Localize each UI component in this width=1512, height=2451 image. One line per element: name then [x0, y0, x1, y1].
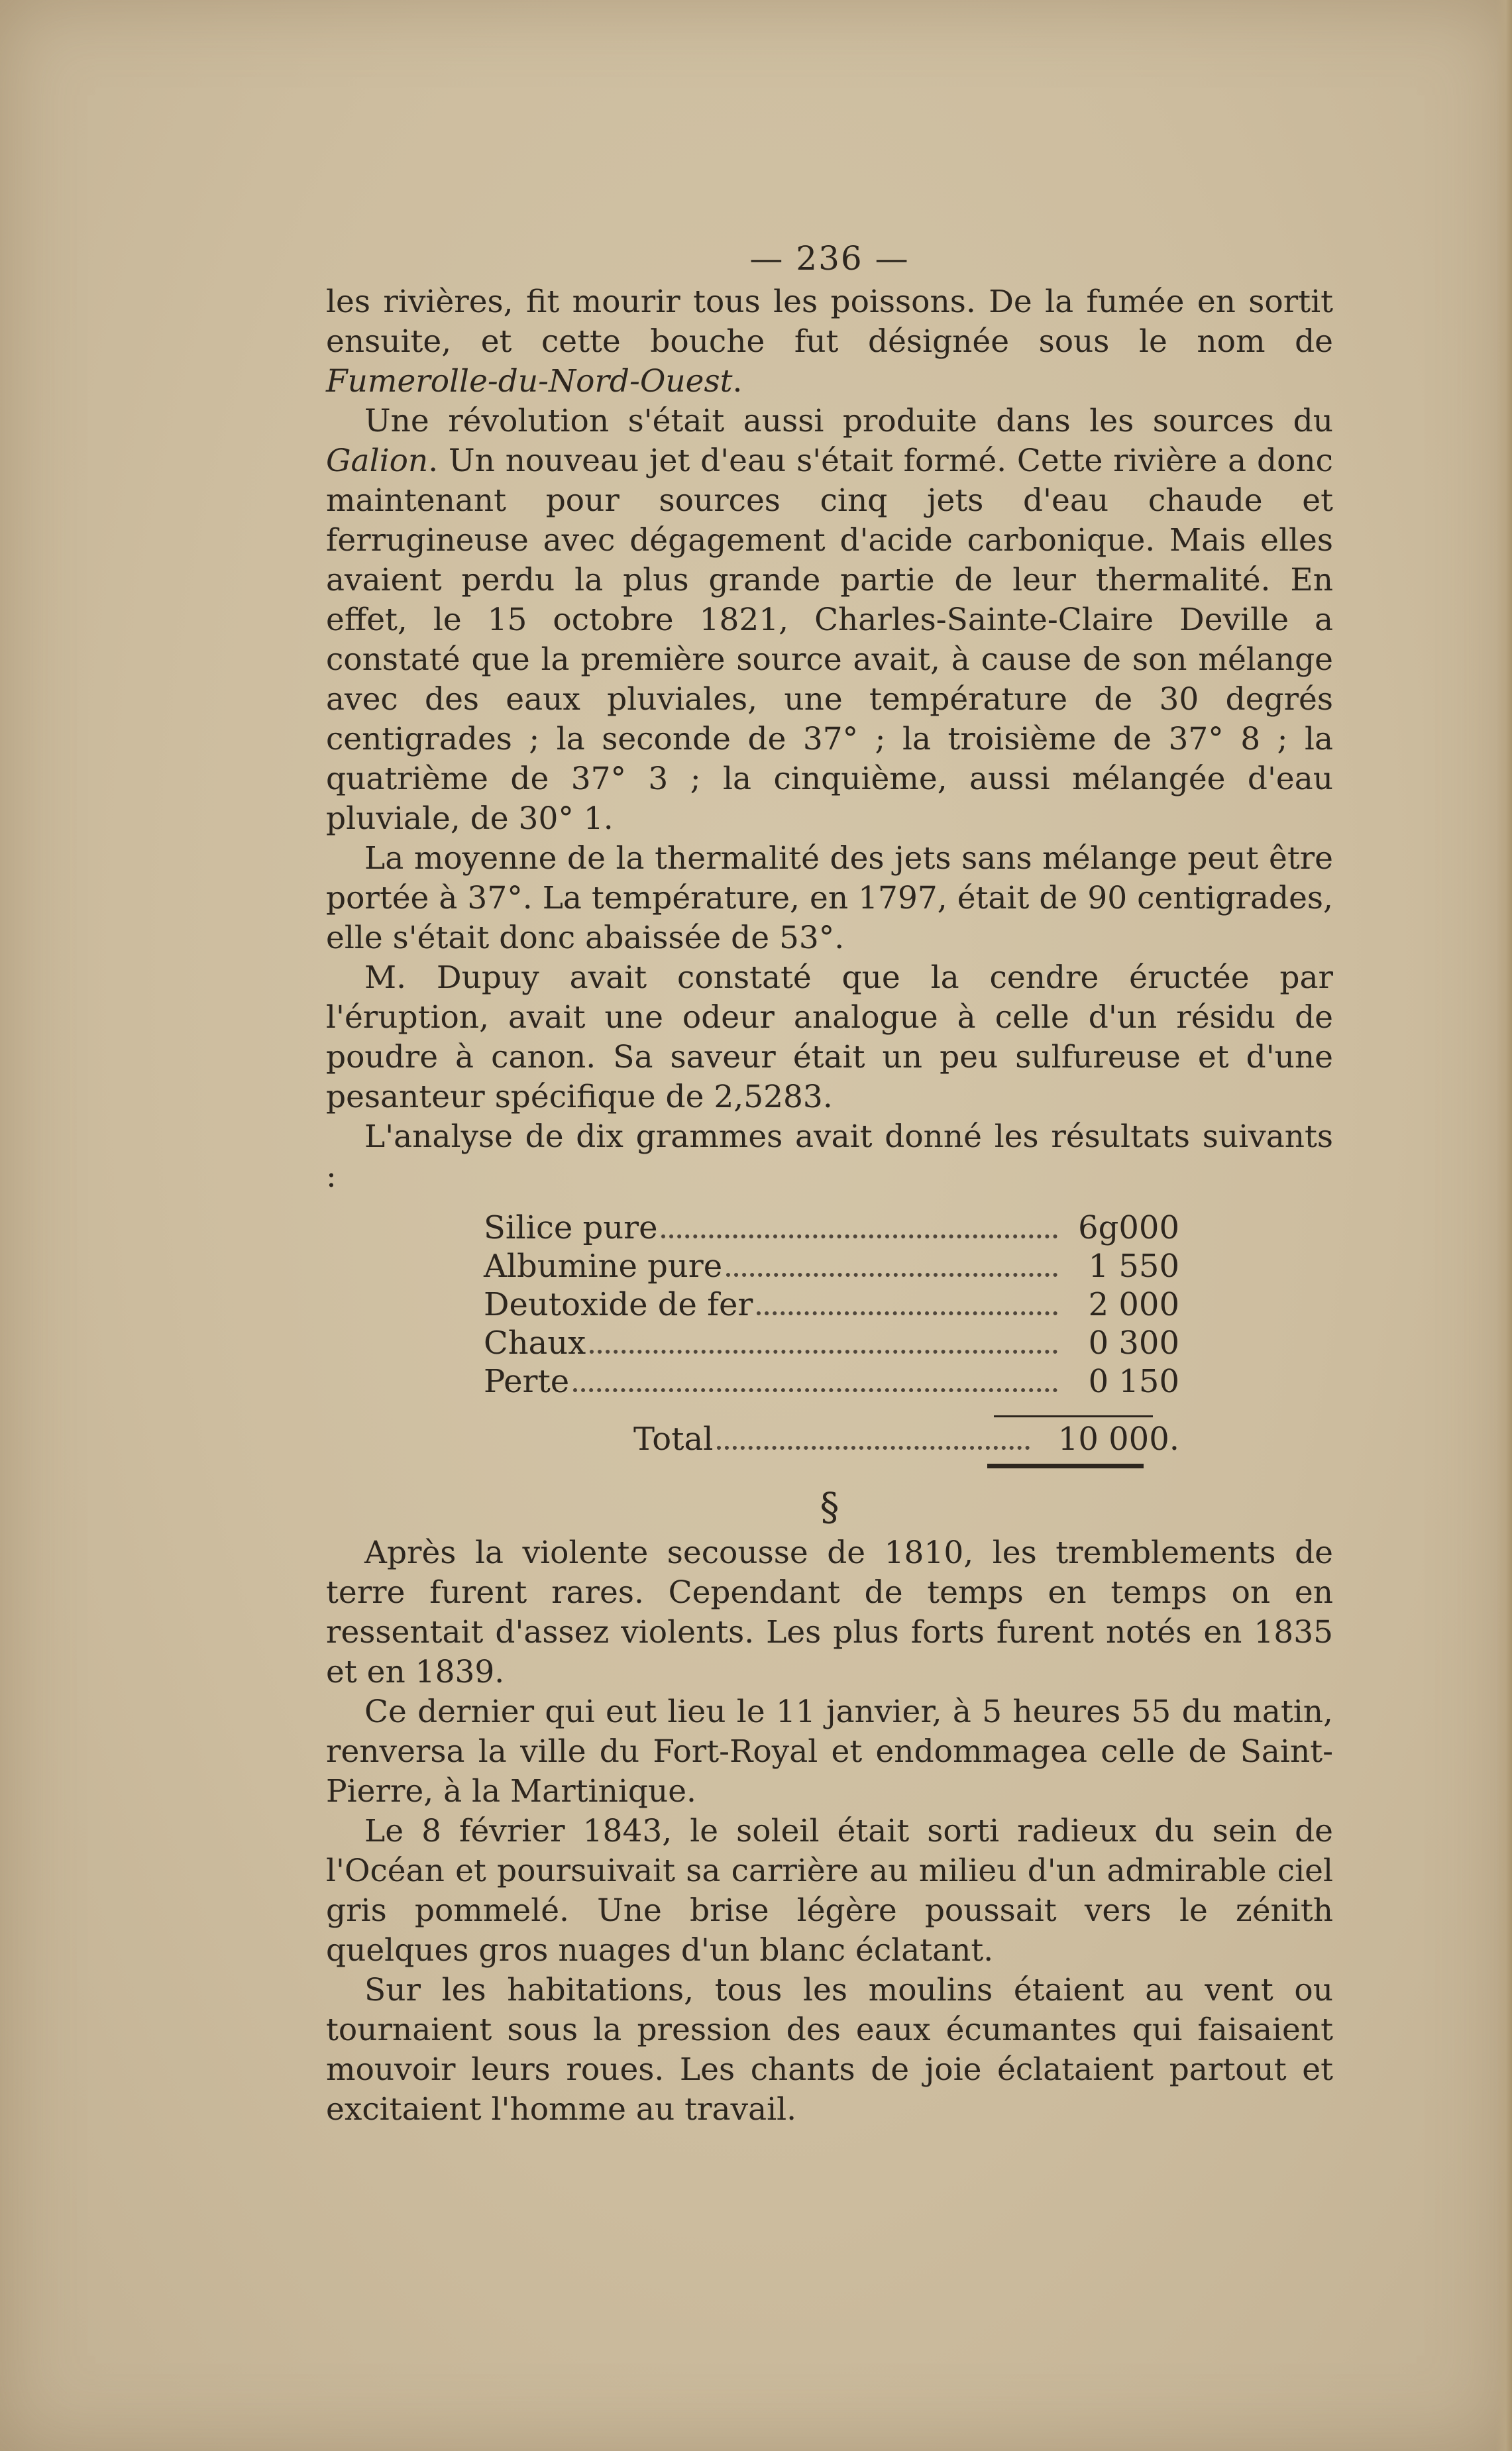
paragraph-1-end: . — [732, 363, 743, 400]
page-text — [326, 239, 1333, 2130]
section-mark: § — [820, 1484, 839, 1529]
dot-leader — [590, 1350, 1057, 1354]
dot-leader — [726, 1273, 1057, 1277]
analysis-row — [484, 1209, 1179, 1247]
paragraph-3 — [326, 839, 1333, 958]
analysis-row-name: Silice pure — [484, 1209, 658, 1246]
end-rule — [987, 1464, 1144, 1468]
analysis-row — [484, 1285, 1179, 1324]
analysis-row-value: 2 000 — [1088, 1286, 1179, 1323]
total-rule — [994, 1415, 1153, 1417]
dot-leader — [573, 1388, 1057, 1392]
analysis-total-value: 10 000. — [1057, 1421, 1179, 1458]
analysis-row-name: Chaux — [484, 1325, 586, 1362]
paragraph-9: Sur les habitations, tous les moulins étaient au vent ou tournaient sous la pression des eaux écumantes qui faisaient mouvoir leurs roues. Les chants de joie éclataient partout et excitaient l'homme au travail. — [326, 1972, 1333, 2128]
paragraph-1-text: les rivières, fit mourir tous les poissons. De la fumée en sortit ensuite, et cette bouche fut désignée sous le nom de — [326, 284, 1333, 360]
dot-leader — [717, 1446, 1030, 1450]
analysis-row-value: 0 150 — [1088, 1363, 1179, 1400]
paragraph-1-italic: Fumerolle-du-Nord-Ouest — [326, 363, 733, 400]
paragraph-5 — [326, 1117, 1333, 1197]
paragraph-2-end: . Un nouveau jet d'eau s'était formé. Cette rivière a donc maintenant pour sources cinq jets d'eau chaude et ferrugineuse avec dégagement d'acide carbonique. Mais elles avaient perdu la plus grande partie de leur thermalité. En effet, le 15 octobre 1821, Charles-Sainte-Claire Deville a constaté que la première source avait, à cause de son mélange avec des eaux pluviales, une température de 30 degrés centigrades ; la seconde de 37° ; la troisième de 37° 8 ; la quatrième de 37° 3 ; la cinquième, aussi mélangée d'eau pluviale, de 30° 1. — [326, 443, 1333, 837]
paragraph-4 — [326, 958, 1333, 1117]
analysis-row — [484, 1362, 1179, 1401]
paragraph-2-text: Une révolution s'était aussi produite dans les sources du — [364, 403, 1333, 439]
analysis-row-name: Albumine pure — [484, 1248, 723, 1285]
paragraph-6: Après la violente secousse de 1810, les tremblements de terre furent rares. Cependant de temps en temps on en ressentait d'assez violents. Les plus forts furent notés en 1835 et en 1839. — [326, 1535, 1333, 1690]
paragraph-5-text: L'analyse de dix grammes avait donné les résultats suivants : — [326, 1118, 1333, 1195]
paragraph-3-text: La moyenne de la thermalité des jets sans mélange peut être portée à 37°. La température, en 1797, était de 90 centigrades, elle s'était donc abaissée de 53°. — [326, 840, 1333, 956]
analysis-row-value: 1 550 — [1088, 1248, 1179, 1285]
analysis-row-value: 0 300 — [1088, 1325, 1179, 1362]
dot-leader — [661, 1234, 1057, 1238]
paragraph-8: Le 8 février 1843, le soleil était sorti radieux du sein de l'Océan et poursuivait sa carrière au milieu d'un admirable ciel gris pommelé. Une brise légère poussait vers le zénith quelques gros nuages d'un blanc éclatant. — [326, 1813, 1333, 1969]
analysis-total-name: Total — [633, 1421, 714, 1458]
paragraph-1 — [326, 282, 1333, 402]
analysis-table — [484, 1209, 1179, 1468]
page-edge — [1496, 0, 1512, 2451]
analysis-total-row — [633, 1420, 1179, 1458]
paragraph-2 — [326, 402, 1333, 839]
analysis-row-name: Perte — [484, 1363, 570, 1400]
paragraph-2-italic: Galion — [326, 443, 429, 479]
paragraph-7: Ce dernier qui eut lieu le 11 janvier, à 5 heures 55 du matin, renversa la ville du Fort-Royal et endommagea celle de Saint-Pierre, à la Martinique. — [326, 1694, 1333, 1810]
paragraph-4-text: M. Dupuy avait constaté que la cendre éructée par l'éruption, avait une odeur analogue à celle d'un résidu de poudre à canon. Sa saveur était un peu sulfureuse et d'une pesanteur spécifique de 2,5283. — [326, 959, 1333, 1115]
analysis-row-value: 6g000 — [1078, 1209, 1179, 1246]
analysis-row-name: Deutoxide de fer — [484, 1286, 753, 1323]
analysis-row — [484, 1247, 1179, 1285]
page-number: — 236 — — [749, 239, 910, 278]
dot-leader — [757, 1311, 1057, 1315]
analysis-row — [484, 1324, 1179, 1362]
